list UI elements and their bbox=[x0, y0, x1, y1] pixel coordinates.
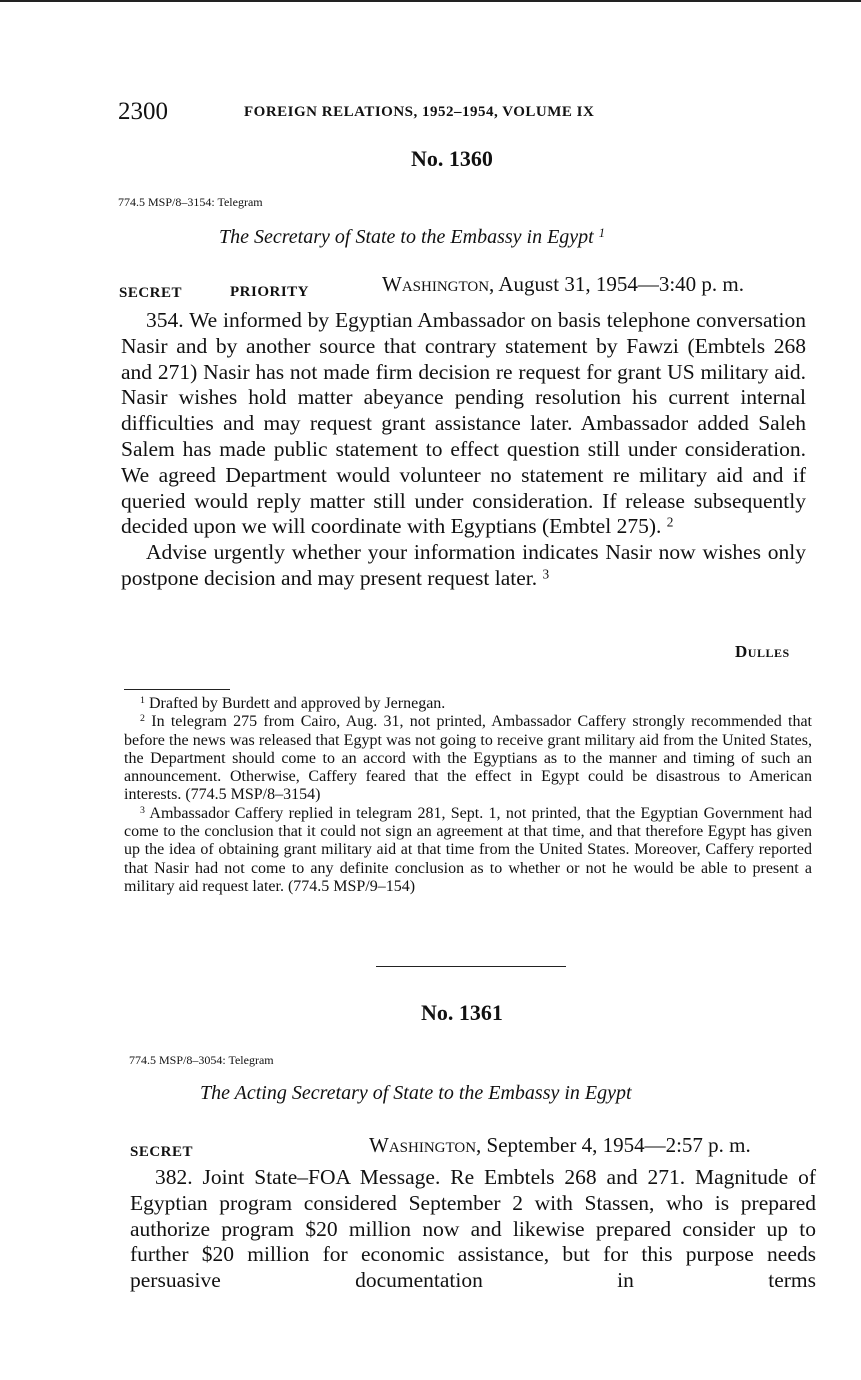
dateline bbox=[369, 1133, 751, 1158]
page-top-border bbox=[0, 0, 861, 2]
page-number: 2300 bbox=[118, 98, 168, 125]
dateline-date: September 4, 1954—2:57 p. m. bbox=[486, 1133, 751, 1157]
document-title: The Secretary of State to the Embassy in Egypt $^1$ bbox=[219, 225, 605, 248]
dateline bbox=[382, 272, 744, 297]
footnotes bbox=[124, 695, 812, 896]
footnote-marker: 3 bbox=[542, 566, 550, 582]
footnote: $^2$ In telegram 275 from Cairo, Aug. 31, not printed, Ambassador Caffery strongly recommended that before the news was released that Egypt was not going to receive grant military aid from the United States, the Department should come to an accord with the Egyptians as to the manner and timing of such an announcement. Otherwise, Caffery feared that the effect in Egypt could be disastrous to American interests. (774.5 MSP/8–3154) bbox=[124, 713, 812, 804]
signature: Dulles bbox=[735, 642, 790, 661]
body-paragraph: 354. We informed by Egyptian Ambassador on basis telephone conversation Nasir and by another source that contrary statement by Fawzi (Embtels 268 and 271) Nasir has not made firm decision re request for grant US military aid. Nasir wishes hold matter abeyance pending resolution his current internal difficulties and may request grant assistance later. Ambassador added Saleh Salem has made public statement to effect question still under consideration. We agreed Department would volunteer no statement re military aid and if queried would reply matter still under consideration. If release subsequently decided upon we will coordinate with Egyptians (Embtel 275). $^2$ bbox=[121, 308, 806, 539]
document-number: No. 1360 bbox=[411, 146, 493, 171]
footnote-marker: 1 bbox=[598, 225, 605, 240]
telegram-body bbox=[130, 1165, 816, 1294]
file-reference: 774.5 MSP/8–3054: Telegram bbox=[129, 1053, 274, 1067]
precedence: PRIORITY bbox=[230, 284, 310, 300]
section-divider bbox=[376, 966, 566, 967]
body-paragraph: Advise urgently whether your information indicates Nasir now wishes only postpone decision and may present request later. $^3$ bbox=[121, 540, 806, 590]
running-title: FOREIGN RELATIONS, 1952–1954, VOLUME IX bbox=[244, 104, 595, 120]
footnote-rule bbox=[124, 689, 230, 690]
dateline-place: Washington, bbox=[382, 272, 495, 296]
document-number: No. 1361 bbox=[421, 1000, 503, 1025]
footnote: $^1$ Drafted by Burdett and approved by Jernegan. bbox=[140, 695, 446, 712]
footnote-marker: 2 bbox=[666, 514, 674, 530]
dateline-place: Washington, bbox=[369, 1133, 482, 1157]
body-paragraph: 382. Joint State–FOA Message. Re Embtels 268 and 271. Magnitude of Egyptian program considered September 2 with Stassen, who is prepared authorize program $20 million now and likewise prepared consider up to further $20 million for economic assistance, but for this purpose needs persuasive documentation in terms bbox=[130, 1165, 816, 1293]
dateline-date: August 31, 1954—3:40 p. m. bbox=[498, 272, 744, 296]
file-reference: 774.5 MSP/8–3154: Telegram bbox=[118, 195, 263, 209]
document-title: The Acting Secretary of State to the Embassy in Egypt bbox=[200, 1082, 632, 1104]
classification: SECRET bbox=[130, 1144, 194, 1160]
telegram-body bbox=[121, 308, 806, 592]
classification: SECRET bbox=[119, 285, 183, 301]
footnote: $^3$ Ambassador Caffery replied in telegram 281, Sept. 1, not printed, that the Egyptian Government had come to the conclusion that it could not sign an agreement at that time, and that therefore Egypt has given up the idea of obtaining grant military aid at that time from the United States. Moreover, Caffery reported that Nasir had not come to any definite conclusion as to whether or not he would be able to present a military aid request later. (774.5 MSP/9–154) bbox=[124, 804, 812, 895]
